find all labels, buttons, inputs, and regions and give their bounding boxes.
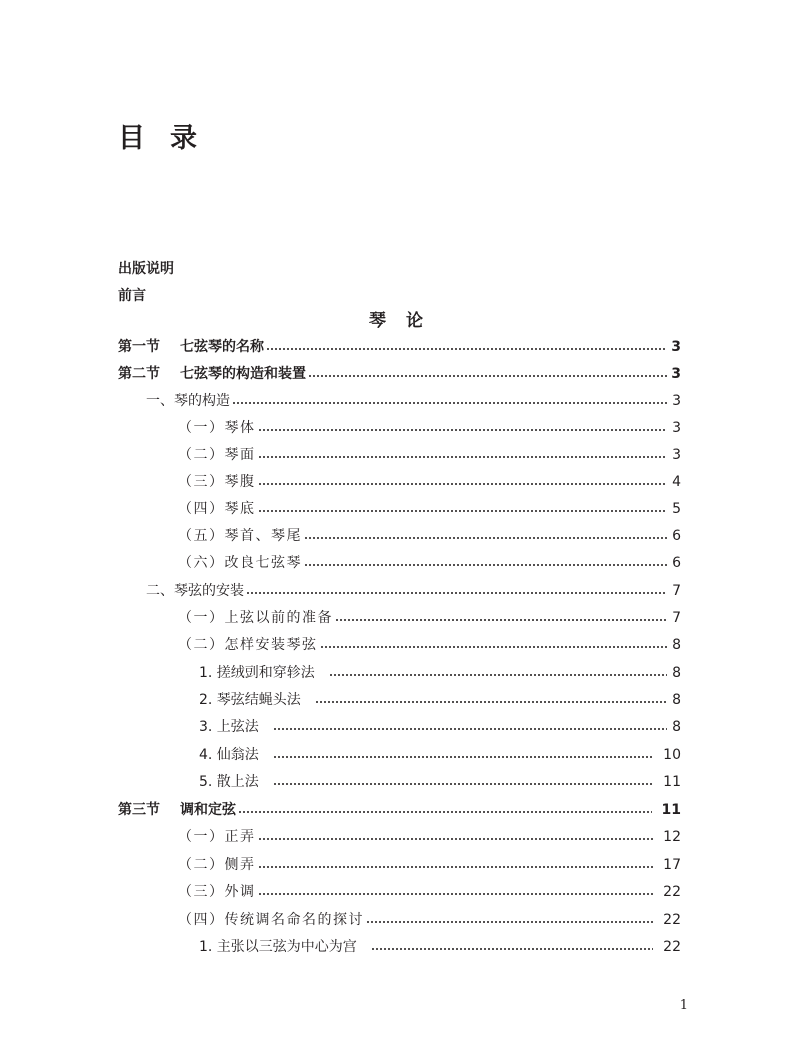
page-title xyxy=(118,116,197,155)
toc-entry: （二）侧弄 17 xyxy=(178,857,681,873)
toc-entry: 第二节 七弦琴的构造和装置 3 xyxy=(118,366,681,382)
page-number: 1 xyxy=(679,998,688,1013)
toc-entry: （五）琴首、琴尾 6 xyxy=(178,528,681,544)
toc-entry: 4. 仙翁法 10 xyxy=(199,747,681,763)
toc-entry: （二）琴面 3 xyxy=(178,447,681,463)
toc-entry: （一）上弦以前的准备 7 xyxy=(178,610,681,626)
toc-entry: （四）传统调名命名的探讨 22 xyxy=(178,912,681,928)
toc-entry: （二）怎样安装琴弦 8 xyxy=(178,637,681,653)
title-char-2: 录 xyxy=(170,123,197,154)
toc-entry: （六）改良七弦琴 6 xyxy=(178,555,681,571)
toc-entry: 1. 主张以三弦为中心为宫 22 xyxy=(199,939,681,955)
toc-entry: 3. 上弦法 8 xyxy=(199,719,681,735)
toc-entry: 1. 搓绒剅和穿轸法 8 xyxy=(199,665,681,681)
toc-entry: （一）正弄 12 xyxy=(178,829,681,845)
toc-entry: （一）琴体 3 xyxy=(178,420,681,436)
toc-entry: 5. 散上法 11 xyxy=(199,774,681,790)
toc-entry: （三）琴腹 4 xyxy=(178,474,681,490)
toc-entry: 一、琴的构造 3 xyxy=(146,393,681,409)
toc-entry: （三）外调 22 xyxy=(178,884,681,900)
table-of-contents xyxy=(0,334,792,974)
toc-entry: 2. 琴弦结蝇头法 8 xyxy=(199,692,681,708)
section-heading-char-1: 琴 xyxy=(369,311,386,331)
toc-entry: 第三节 调和定弦 11 xyxy=(118,802,681,818)
front-matter-publication-note: 出版说明 xyxy=(118,261,174,277)
section-heading-char-2: 论 xyxy=(406,311,423,331)
toc-entry: 第一节 七弦琴的名称 3 xyxy=(118,339,681,355)
title-char-1: 目 xyxy=(118,123,145,154)
section-heading xyxy=(0,306,792,331)
front-matter-preface: 前言 xyxy=(118,288,146,304)
toc-entry: （四）琴底 5 xyxy=(178,501,681,517)
toc-entry: 二、琴弦的安装 7 xyxy=(146,583,681,599)
